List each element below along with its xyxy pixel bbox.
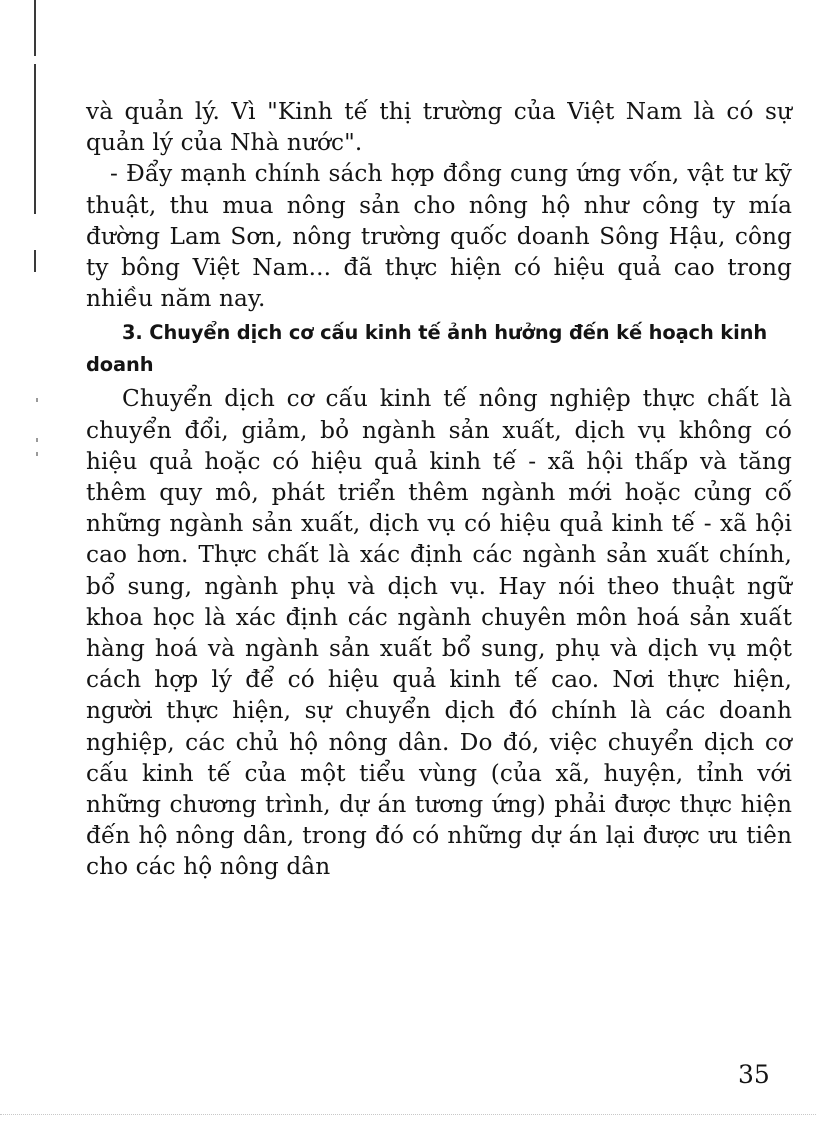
section-heading: 3. Chuyển dịch cơ cấu kinh tế ảnh hưởng đến kế hoạch kinh doanh: [86, 321, 768, 377]
page-number: 35: [738, 1060, 770, 1089]
paragraph-bullet: - Đẩy mạnh chính sách hợp đồng cung ứng vốn, vật tư kỹ thuật, thu mua nông sản cho nông hộ như công ty mía đường Lam Sơn, nông trường quốc doanh Sông Hậu, công ty bông Việt Nam... đã thực hiện có hiệu quả cao trong nhiều năm nay.: [86, 160, 792, 313]
scan-speck: [36, 438, 38, 442]
page-body: [86, 96, 792, 883]
scan-speck: [36, 452, 38, 456]
binding-edge-mark: [34, 0, 36, 56]
scan-bottom-border: [0, 1114, 816, 1115]
scan-speck: [36, 398, 38, 402]
paragraph-body: Chuyển dịch cơ cấu kinh tế nông nghiệp thực chất là chuyển đổi, giảm, bỏ ngành sản xuất, dịch vụ không có hiệu quả hoặc có hiệu quả kinh tế - xã hội thấp và tăng thêm quy mô, phát triển thêm ngành mới hoặc củng cố những ngành sản xuất, dịch vụ có hiệu quả kinh tế - xã hội cao hơn. Thực chất là xác định các ngành sản xuất chính, bổ sung, ngành phụ và dịch vụ. Hay nói theo thuật ngữ khoa học là xác định các ngành chuyên môn hoá sản xuất hàng hoá và ngành sản xuất bổ sung, phụ và dịch vụ một cách hợp lý để có hiệu quả kinh tế cao. Nơi thực hiện, người thực hiện, sự chuyển dịch đó chính là các doanh nghiệp, các chủ hộ nông dân. Do đó, việc chuyển dịch cơ cấu kinh tế của một tiểu vùng (của xã, huyện, tỉnh với những chương trình, dự án tương ứng) phải được thực hiện đến hộ nông dân, trong đó có những dự án lại được ưu tiên cho các hộ nông dân: [86, 385, 792, 881]
paragraph-continuation: và quản lý. Vì "Kinh tế thị trường của Việt Nam là có sự quản lý của Nhà nước".: [86, 98, 792, 157]
binding-edge-mark: [34, 64, 36, 214]
binding-edge-mark: [34, 250, 36, 272]
